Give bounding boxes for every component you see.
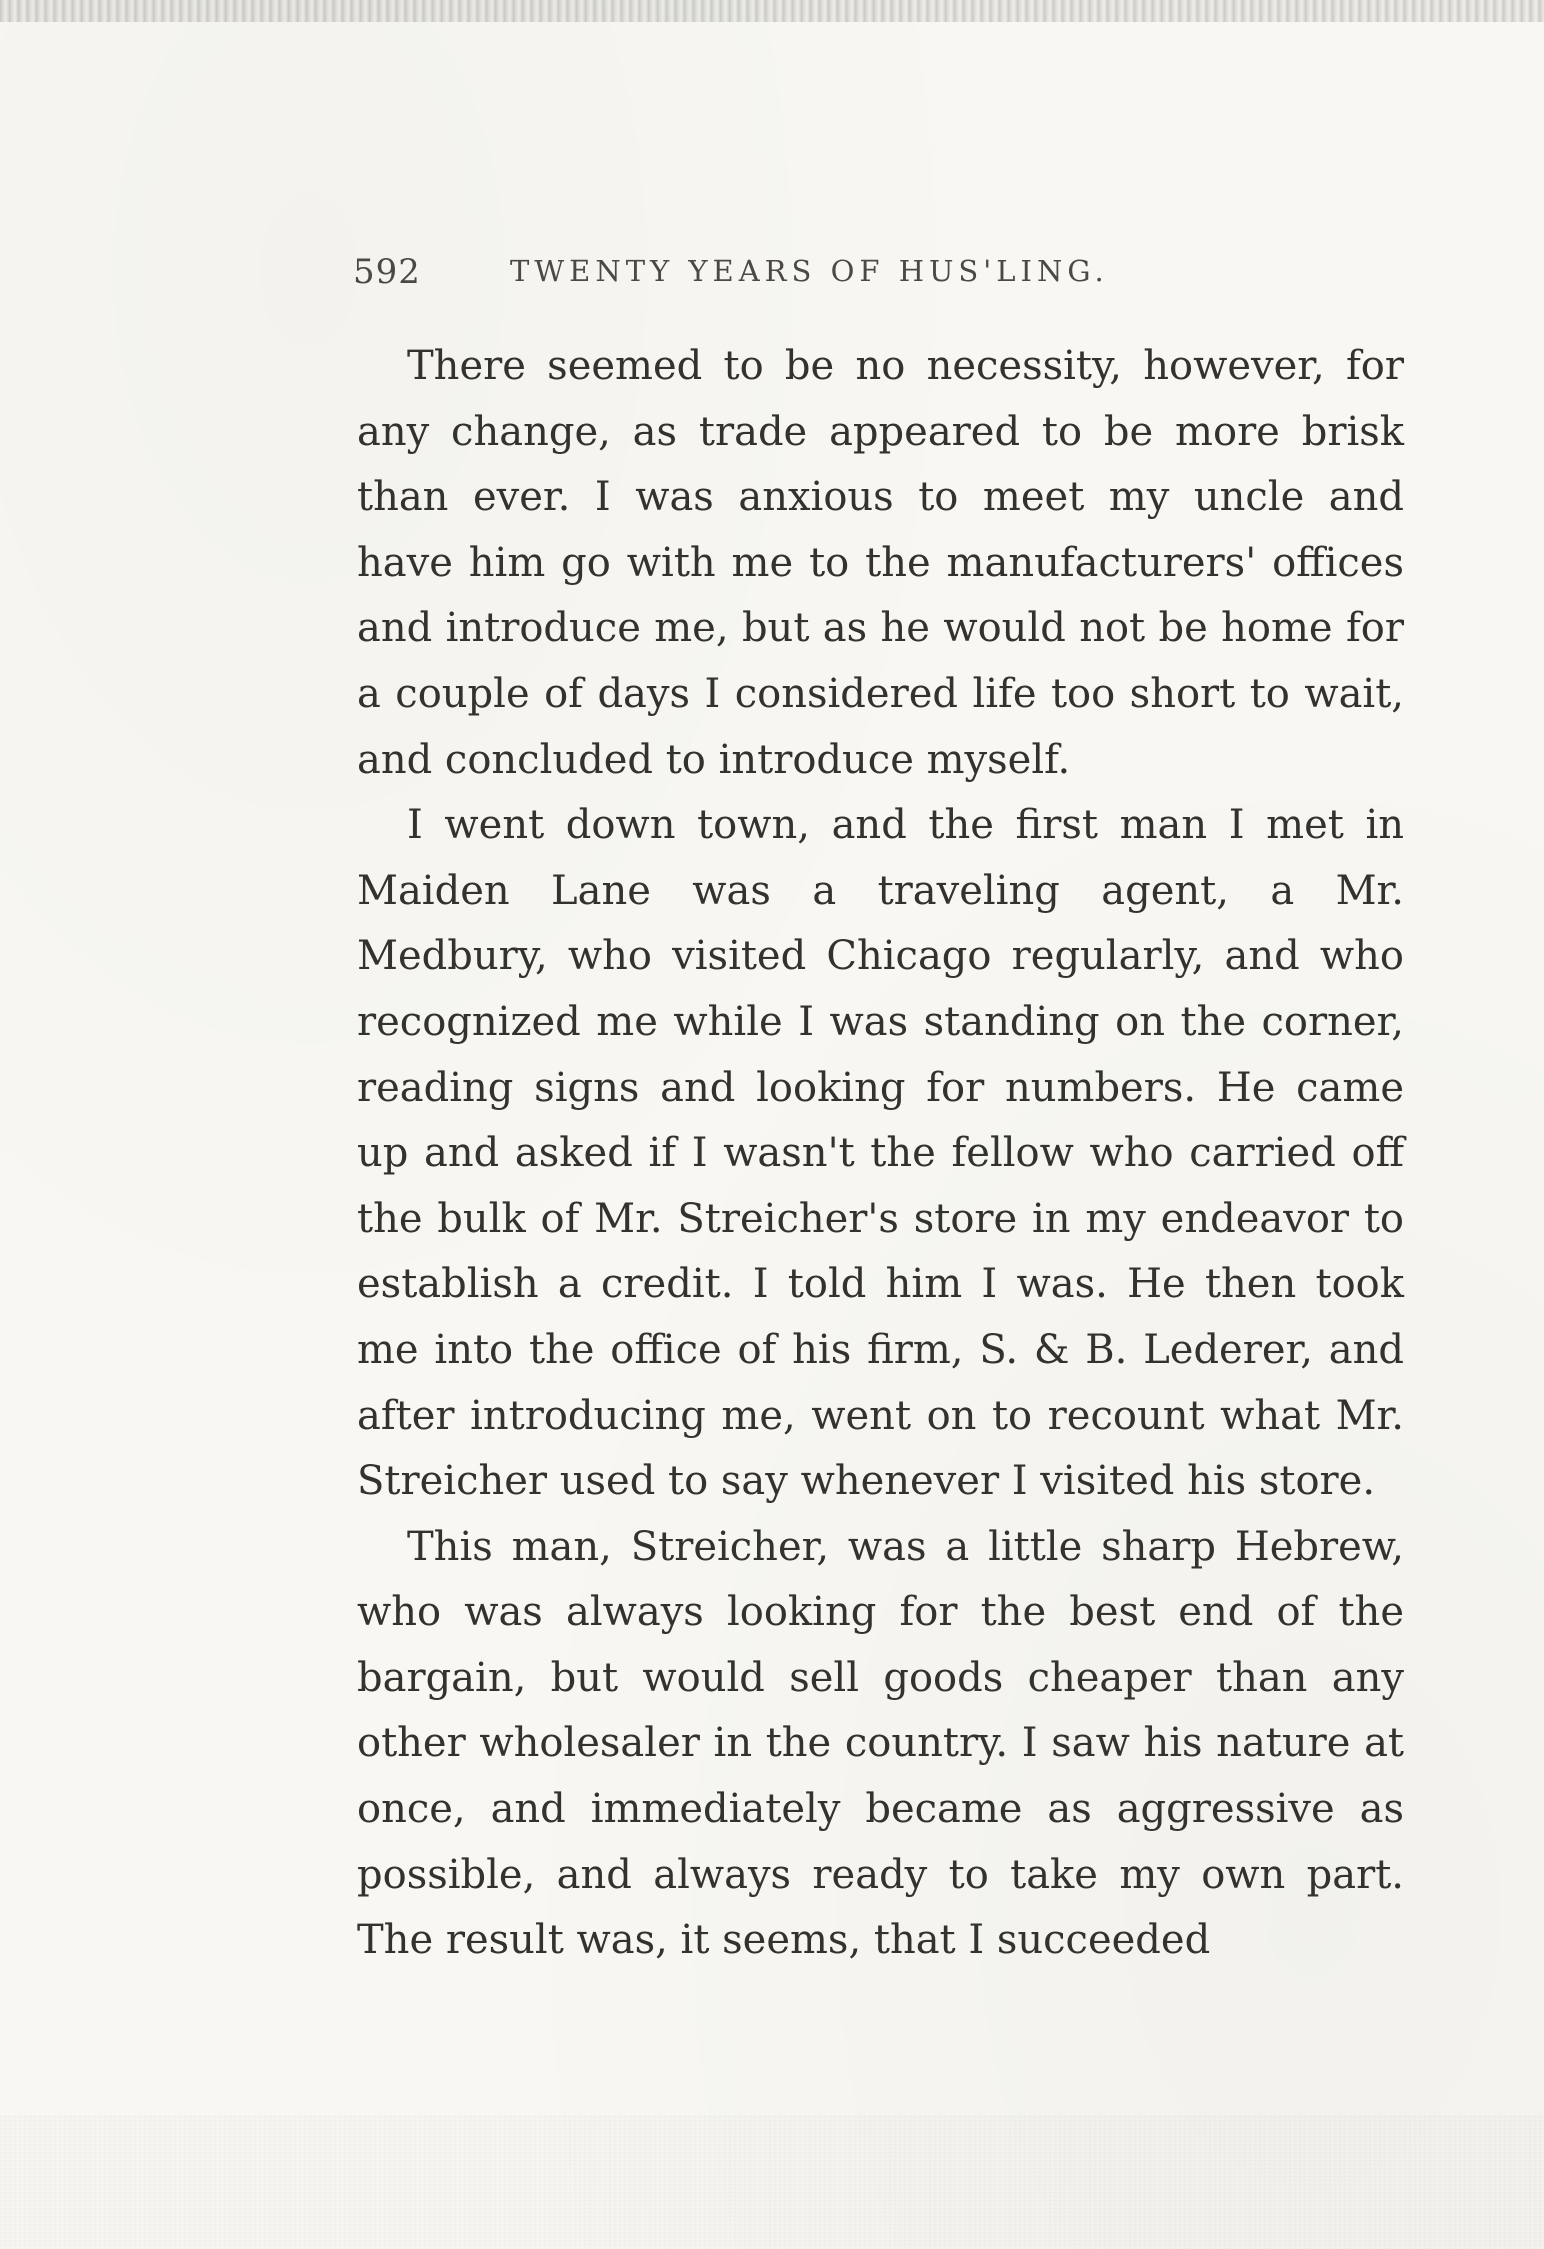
scan-edge <box>0 0 1544 22</box>
body-text <box>357 334 1404 1974</box>
page-header <box>353 252 1333 296</box>
scan-noise <box>0 2115 1544 2249</box>
paragraph-2: I went down town, and the first man I met in Maiden Lane was a traveling agent, a Mr. Medbury, who visited Chicago regularly, and who recognized me while I was standing on the corner, reading signs and looking for numbers. He came up and asked if I wasn't the fellow who carried off the bulk of Mr. Streicher's store in my endeavor to establish a credit. I told him I was. He then took me into the office of his firm, S. & B. Lederer, and after introducing me, went on to recount what Mr. Streicher used to say whenever I visited his store. <box>357 802 1404 1505</box>
paragraph-1: There seemed to be no necessity, however, for any change, as trade appeared to be more brisk than ever. I was anxious to meet my uncle and have him go with me to the manufacturers' offices and introduce me, but as he would not be home for a couple of days I considered life too short to wait, and concluded to introduce myself. <box>357 343 1404 783</box>
page-number: 592 <box>353 252 421 292</box>
running-title: TWENTY YEARS OF HUS'LING. <box>510 254 1109 288</box>
paragraph-3: This man, Streicher, was a little sharp Hebrew, who was always looking for the best end of the bargain, but would sell goods cheaper than any other wholesaler in the country. I saw his nature at once, and immediately became as aggressive as possible, and always ready to take my own part. The result was, it seems, that I succeeded <box>357 1523 1404 1964</box>
